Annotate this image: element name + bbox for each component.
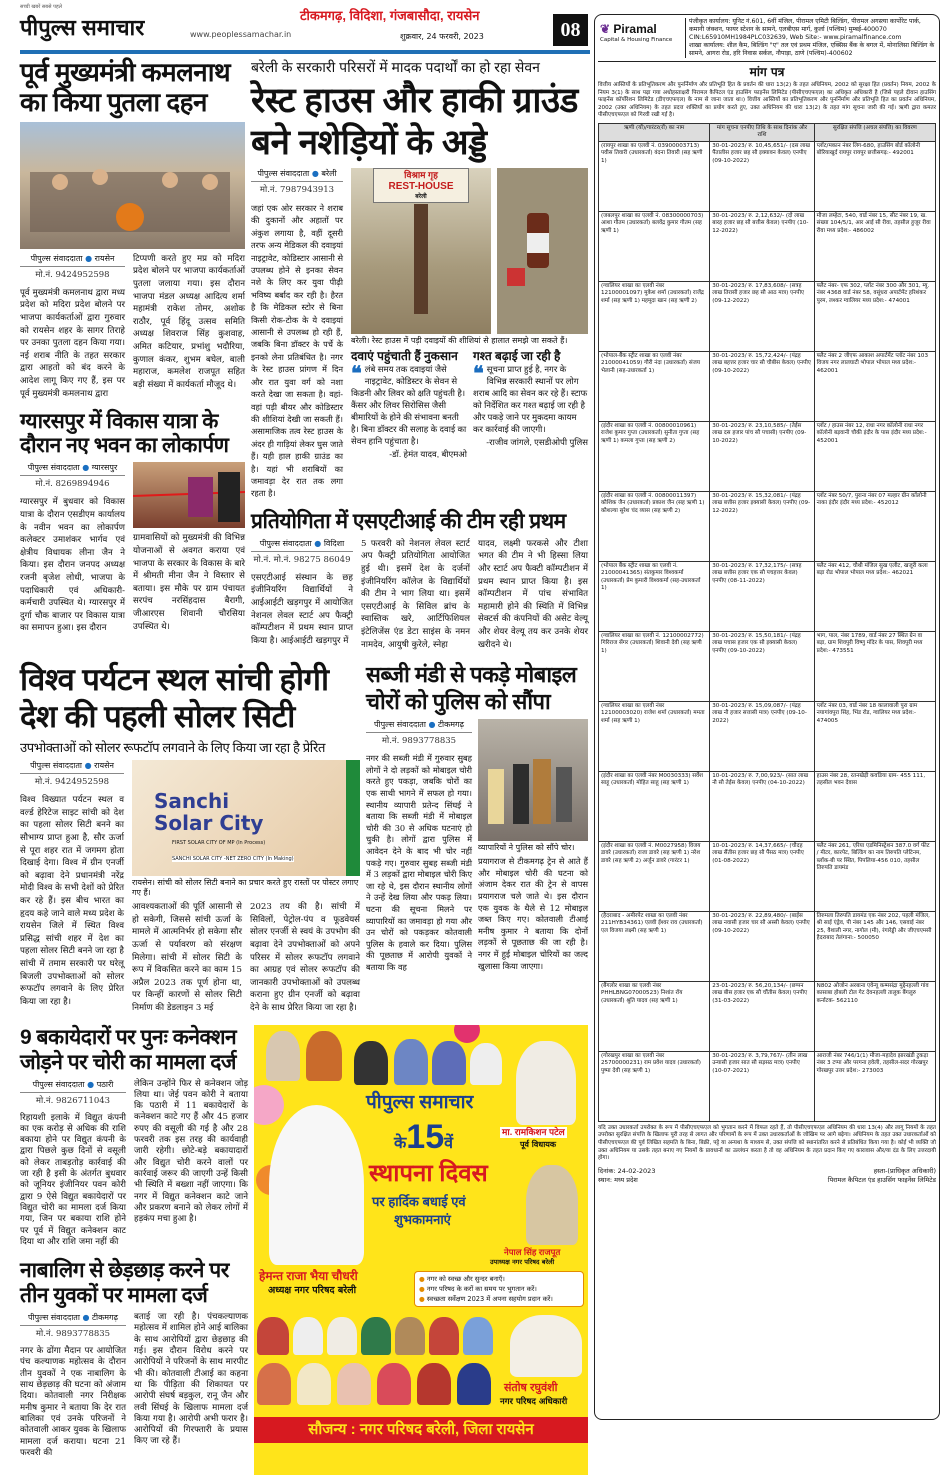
table-cell: 30-01-2023/ रु. 15,09,087/- (पंद्रह लाख नौ हजार सत्तासी मात्र) एनपीए (09-10-2022) <box>710 701 814 771</box>
notice-header <box>598 18 936 62</box>
table-cell: 30-01-2023/ रु. 15,72,424/- (पंद्रह लाख बहत्तर हजार चार सौ चौबीस केवल) एनपीए (09-10-2022) <box>710 351 814 421</box>
reporter-mobile: मो.नं. 9893778835 <box>381 736 457 747</box>
table-cell: (ग्वालियर शाखा का एलवी नंबर 12100003020) राजेश शर्मा (उधारकर्ता) ममता शर्मा (सह ऋणी 1) <box>599 701 710 771</box>
photo-mobile-thieves <box>478 719 588 841</box>
article-body: टिप्पणी करते हुए मप्र को मदिरा प्रदेश बोलने पर भाजपा कार्यकर्ताओं पुतला जलाया गया। इस दौरान भाजपा मंडल अध्यक्ष आदित्य शर्मा महामंत्री राकेश तोमर, अशोक राठौर, पूर्व हिंदू उत्सव समिति अध्यक्ष शिवराज सिंह कुशवाह, अमित कटियार, प्रभांशु भदौरिया, कुणाल कंकर, शुभम बघेल, बाली महाराज, कमलेश राजपूत सहित बड़ी संख्या में कार्यकर्ता मौजूद थे। <box>133 253 245 390</box>
ad-footer-courtesy: सौजन्य : नगर परिषद बरेली, जिला रायसेन <box>254 1417 588 1443</box>
ad-wishes: शुभकामनाएं <box>394 1211 451 1227</box>
notice-place: स्थान: मध्य प्रदेश <box>598 1175 638 1184</box>
ad-person-name: हेमन्त राजा भैया चौधरी <box>259 1268 358 1283</box>
table-cell: हाउस नंबर 28, रतनखेड़ी कवडिया ग्राम- 455 111, तहसील भवन देवास <box>814 771 935 841</box>
article-sati <box>251 510 588 651</box>
ad-person-title: उपाध्यक्ष नगर परिषद बरेली <box>490 1257 555 1266</box>
photo-ribbon-cutting <box>133 462 245 528</box>
table-row <box>599 281 936 351</box>
article-body: रिहायशी इलाके में विद्युत कंपनी का एक करोड़ से अधिक की राशि बकाया होने पर विद्युत कंपनी के द्वारा पिछले कुछ दिनों से वसूली को लेकर ताबड़तोड़ कार्रवाई की जा रही है इसी के अंतर्गत बुधवार को जूनियर इंजीनियर पवन कोरी द्वारा 9 ऐसे विद्युत बकायेदारों पर विद्युत चोरी का मामला दर्ज किया गया, जिन पर बकाया राशि होने पर पूर्व में विद्युत कनेक्शन काट दिया था और राशि जमा नहीं की <box>20 1112 126 1247</box>
table-row <box>599 981 936 1051</box>
table-row <box>599 1051 936 1121</box>
headline-kamalnath: पूर्व मुख्यमंत्री कमलनाथ का किया पुतला दहन <box>20 57 231 117</box>
table-cell: (इंदौर शाखा का एलवी नं. M0027958) विजय डावरे (उधारकर्ता) राजा डावरे (सह ऋणी 1) नरेश डावरे (सह ऋणी 2) अर्जुन डावरे (गारंटर 1) <box>599 841 710 911</box>
table-cell: (बैंगलोर शाखा का एलवी नंबर PHHLBNG07000523) निशांत रॉय (उधारकर्ता) श्रुति यादव (सह ऋणी 1) <box>599 981 710 1051</box>
cin-website: CIN:L65910MH1984PLC032639, Web Site:- www.piramalfinance.com <box>689 34 902 41</box>
article-body: 2023 तय की है। सांची में सिविलों, पेट्रोल-पंप व फूडवेयर्स सोलर एनर्जी से स्वयं के उपभोग की बढ़ावा देने उपभोक्ताओं को अपने परिसर में सोलर रूफटॉप लगवाने का आग्रह एवं सोलर रूफटॉप की जानकारी उपभोक्ताओं को उपलब्ध कराना हुए ग्रीन एनर्जी को बढ़ावा देने के साथ प्रेरित किया जा रहा है। <box>250 902 360 1013</box>
sign-text: REST-HOUSE <box>388 181 454 192</box>
table-cell: 30-01-2023/ रु. 15,50,181/- (पंद्रह लाख पचास हजार एक सौ इक्यासी केवल) एनपीए (09-10-2022) <box>710 631 814 701</box>
headline-gyaraspur: ग्यारसपुर में विकास यात्रा के दौरान नए भवन का लोकार्पण <box>20 410 229 458</box>
article-body: एसएटीआई संस्थान के छह इंजीनियरिंग विद्यार्थियों ने आईआईटी खड़गपुर में आयोजित नेशनल लेवल स्टार्ट अप फैक्ट्री कॉम्पटीशन में प्रथम स्थान प्राप्त किया है। आईआईटी खड़गपुर में <box>251 572 353 646</box>
byline: पीपुल्स संवाददाता ● टीकमगढ़ <box>366 719 472 733</box>
quote-box-doctor <box>351 349 467 460</box>
article-body: 5 फरवरी को नेशनल लेवल स्टार्ट अप फैक्ट्री प्रतियोगिता आयोजित हुई थी। इसमें देश के दर्जनों इंजीनियरिंग कॉलेज के विद्यार्थियों की टीम ने भाग लिया था। इसमें एसएटीआई के सिविल ब्रांच के स्वास्तिक खरे, आर्टिफिशियल इंटेलिजेंस एंड डेटा साइंस के नमन नामदेव, आयुषी कुरेले, स्नेहा <box>361 538 470 650</box>
table-row <box>599 211 936 281</box>
branch-office: शाखा कार्यालय: शील कैम, बिल्डिंग "ए" तल एवं प्रथम मंजिल, एक्सिस बैंक के बगल में, मोनालिसा बिल्डिंग के सामने, आगरा रोड, हरि निवास सर्कल, नौपाड़ा, ठाणे (पश्चिम)-400602 <box>689 42 935 57</box>
headline-bakaya: 9 बकायेदारों पर पुनः कनेक्शन जोड़ने पर चोरी का मामला दर्ज <box>20 1025 237 1074</box>
quote-text: सूचना प्राप्त हुई है, नगर के विभिन्न सरकारी स्थानों पर लोग शराब आदि का सेवन कर रहे हैं। स्टाफ को निर्देशित कर गश्त बढ़ाई जा रही है और पकड़े जाने पर मुकदमा कायम कर कार्रवाई की जाएगी। <box>473 364 588 434</box>
piramal-logo <box>598 18 686 58</box>
table-cell: 30-01-2023/ रु. 3,79,767/- (तीन लाख उन्यासी हजार सात सौ सड़सठ मात्र) एनपीए (10-07-2021) <box>710 1051 814 1121</box>
issue-date: शुक्रवार, 24 फरवरी, 2023 <box>400 32 484 41</box>
quote-title: गश्त बढ़ाई जा रही है <box>473 349 561 363</box>
table-cell: 30-01-2023/ रु. 17,32,175/- (सत्रह लाख बत्तीस हजार एक सौ पचहत्तर केवल) एनपीए (08-11-2022) <box>710 561 814 631</box>
table-cell: भाग, पाल, नंबर 1789, वार्ड नंबर 27 स्थित ग्रेन वा बड़ा, ग्राम शिवपुरी विष्णु मंदिर के पास, शिवपुरी मध्य प्रदेश:- 473551 <box>814 631 935 701</box>
headline-resthouse: रेस्ट हाउस और हाकी ग्राउंड बने नशेड़ियों के अड्डे <box>251 81 578 162</box>
table-cell: 30-01-2023/ रु. 22,89,480/- (बाईस लाख नवासी हजार चार सौ अस्सी केवल) एनपीए (09-10-2022) <box>710 911 814 981</box>
byline: पीपुल्स संवाददाता ● टीकमगढ़ <box>20 1312 126 1326</box>
reporter-mobile: मो.नं. मो.नं. 98275 86049 <box>253 554 351 565</box>
news-area <box>20 58 588 1475</box>
quote-mark-icon: ❝ <box>473 363 484 385</box>
article-body: प्रयागराज से टीकमगढ़ ट्रेन से आते हैं और मोबाइल चोरी की घटना को अंजाम देकर रात की ट्रेन से वापस प्रयागराज चले जाते थे। इस दौरान एक युवक के थैले से 12 मोबाइल जब्त किए गए। कोतवाली टीआई मनीष कुमार ने बताया कि दोनों लड़कों से पूछताछ की जा रही है। नगर में हुई मोबाइल चोरियों का जल्द खुलासा किया जाएगा। <box>478 856 588 971</box>
notice-company: पिरामल कैपिटल एंड हाउसिंग फाइनेंस लिमिटेड <box>827 1175 936 1184</box>
table-cell: 30-01-2023/ रु. 15,32,081/- (पंद्रह लाख बत्तीस हजार इक्यासी केवल) एनपीए (09-12-2022) <box>710 491 814 561</box>
quote-box-police <box>473 349 588 460</box>
table-cell: 10-01-2023/ रु. 7,00,923/- (सात लाख नौ सौ तेईस केवल) एनपीए (04-10-2022) <box>710 771 814 841</box>
table-cell: तिरुमला तिरुपति डायमंड एक नंबर 202, पहली मंजिल, श्री साई एंड्रेव, पी नंबर 145 और 146, एसवाई नंबर 25, वैशाली नगर, नागोल (मी), रंगारेड्डी और जीएचएमसी हैदराबाद तेलंगाना:- 500050 <box>814 911 935 981</box>
registered-office: पंजीकृत कार्यालय: यूनिट नं.601, 6वीं मंजिल, पीरामल एमिटी बिल्डिंग, पीरामल अगस्त्या कार्पोरेट पार्क, कमानी जंक्शन, फायर स्टेशन के सामने, एलबीएस मार्ग, कुर्ला (पश्चिम) मुम्बई-400070 <box>689 18 921 33</box>
reporter-mobile: मो.नं. 9424952598 <box>35 269 110 280</box>
piramal-leaf-icon: ❦ <box>600 22 611 36</box>
article-body: यादव, लक्ष्मी फरकसे और टीशा भगत की टीम ने भी हिस्सा लिया और स्टार्ट अप फैक्टी कॉम्पटीशन में प्रथम स्थान प्राप्त किया है। इस कॉम्पटीशन में पांच संभावित महामारी होने की स्थिति में विभिन्न सेक्टर्स की कंपनियों की असेट वेल्यू और शेयर वेल्यू तय कर उनके शेयर खरीदने थे। <box>478 538 588 650</box>
article-gyaraspur <box>20 410 245 635</box>
photo-caption: बरेली। रेस्ट हाउस में पड़ी दवाइयों की शीशियां से हालात समझे जा सकते हैं। <box>351 336 568 345</box>
article-body: पूर्व मुख्यमंत्री कमलनाथ द्वारा मध्य प्रदेश को मदिरा प्रदेश बोलने पर भाजपा कार्यकर्ताओं द्वारा गुरुवार को रायसेन शहर के सागर तिराहे पर उनका पुतला दहन किया गया। नई शराब नीति के तहत सरकार द्वारा आहतो को बंद करने के आदेश लागू किए गए हैं, इस पर पूर्व मुख्यमंत्री कमलनाथ द्वारा <box>20 287 125 399</box>
reporter-mobile: मो.नं. 9893778835 <box>35 1329 111 1340</box>
table-cell: (इंदौर शाखा का एलवी नं. 00800011397) कौशिक जैन (उधारकर्ता) प्रकाश जैन (सह ऋणी 1) कौशल्या सुरेश चंद व्यास (सह ऋणी 2) <box>599 491 710 561</box>
band-middle <box>20 661 588 1014</box>
ad-person-name: मा. रामकिशन पटेल <box>502 1126 565 1137</box>
table-cell: फ्लैट नंबर 412, चौथी मंजिल सुख एलीट, खजूरी कला बड़ा रोड भोपाल भोपाल मध्य प्रदेश:- 462021 <box>814 561 935 631</box>
article-body: आवश्यकताओं की पूर्ति आसानी से हो सकेगी, जिससे सांची ऊर्जा के मामले में आत्मनिर्भर हो सकेगा सौर ऊर्जा से पर्यावरण को संरक्षण मिलेगा। सांची में सोलर सिटी के रूप में विकसित करने का काम 15 अप्रैल 2023 तक पूर्ण होना था, पर किन्हीं कारणों से सोलर सिटी निर्माण की डेडलाइन 3 मई <box>132 902 242 1013</box>
ad-person-title: पूर्व विधायक <box>520 1139 557 1149</box>
ad-person-title: अध्यक्ष नगर परिषद बरेली <box>268 1284 357 1296</box>
reporter-mobile: मो.नं. 9424952598 <box>34 777 110 788</box>
photo-caption: रायसेन। सांची को सोलर सिटी बनाने का प्रचार करते हुए रास्तों पर पोस्टर लगाए गए हैं। <box>132 878 359 898</box>
ad-bullet: ● नगर को स्वच्छ और सुन्दर बनाएँ। <box>419 1274 505 1283</box>
advertisement-foundation-day[interactable] <box>254 1025 588 1475</box>
table-cell: प्लॉट नंबर 03, वार्ड नंबर 18 कालावाली पुरा ग्राम नयागांवपुरा सिंह, भिंड रोड, ग्वालियर मध्य प्रदेश:- 474005 <box>814 701 935 771</box>
reporter-mobile: मो.नं. 8269894946 <box>35 479 110 490</box>
article-sanchi <box>20 661 360 1014</box>
notice-intro: वित्तीय आस्तियों के प्रतिभूतिकरण और पुनर्निर्माण और प्रतिभूति हित के प्रवर्तन की धारा 13(2) के तहत अधिनियम, 2002 को सुरक्षा हित (प्रवर्तन) नियम, 2002 के नियम 3(1) के साथ पढ़ा गया अधोहस्ताक्षरी पिरामल कैपिटल एंड हाउसिंग फाइनेंस लिमिटेड (पीसीएचएफएल) का अधिकृत अधिकारी है (जिसे पहले दीवान हाउसिंग फाइनेंस कॉर्पोरेशन लिमिटेड (डीएचएफएल) के नाम से जाना जाता था।) वित्तीय आस्तियों का प्रतिभूतिकरण और पुनर्निर्माण और प्रतिभूति हित का प्रवर्तन अधिनियम, 2002 (उक्त अधिनियम) के तहत प्रदत्त शक्तियों का प्रयोग करते हुए, उक्त अधिनियम की धारा 13(2) के तहत मांग सूचना जारी की गई। ऋणी द्वारा कमतर पीसीएचएफएल को गिरवी रखी गई है। <box>598 82 936 119</box>
headline-mandi: सब्जी मंडी से पकड़े मोबाइल चोरों को पुलिस को सौंपा <box>366 662 577 715</box>
piramal-brand-sub: Capital & Housing Finance <box>600 37 673 43</box>
column-header: मांग सूचना एनपीए तिथि के साथ दिनांक और राशि <box>710 123 814 141</box>
byline: पीपुल्स संवाददाता ● पठारी <box>20 1079 126 1093</box>
table-row <box>599 491 936 561</box>
article-resthouse <box>251 58 588 500</box>
quote-title: दवाएं पहुंचाती हैं नुकसान <box>351 349 458 363</box>
photo-rest-house-sign <box>351 168 491 334</box>
sign-text: विश्राम गृह <box>404 170 438 180</box>
table-cell: 30-01-2023/ रु. 2,12,632/- (दो लाख बारह हजार छह सौ बत्तीस केवल) एनपीए (10-12-2022) <box>710 211 814 281</box>
kicker-resthouse: बरेली के सरकारी परिसरों में मादक पदार्थों का हो रहा सेवन <box>251 59 540 75</box>
table-cell: (ग्वालियर शाखा का एलवी नंबर 12100001097) मुकेश शर्मा (उधारकर्ता) राजेंद्र शर्मा (सह ऋणी 1) महमूदा खान (सह ऋणी 2) <box>599 281 710 351</box>
page-number: 08 <box>553 14 588 46</box>
banner-text: SANCHI SOLAR CITY -NET ZERO CITY (In Making) <box>172 856 294 863</box>
table-row <box>599 561 936 631</box>
headline-sanchi: विश्व पर्यटन स्थल सांची होगी देश की पहली सोलर सिटी <box>20 662 329 735</box>
banner-title: Sanchi <box>154 789 230 814</box>
sign-text: बरेली <box>415 194 427 200</box>
table-cell: प्लॉट नंबर 50/7, पुराना नंबर 07 मल्हार ग्रीन कॉलोनी नाका इंदौर इंदौर मध्य प्रदेश:- 452012 <box>814 491 935 561</box>
table-cell: फ्लैट नंबर 261, एरिया एडमिनिस्ट्रेशन 387.0 वर्ग फीट / मीटर, कारपेट, बिल्डिंग का नाम तिरुपति प्लेटिनम, ब्लॉक-बी पर स्थित, पिपलिया-456 010, तहसील तिरुपति डायमंड <box>814 841 935 911</box>
table-row <box>599 701 936 771</box>
article-body: बताई जा रही है। पंचकल्याणक महोत्सव में शामिल होने आई बालिका के साथ आरोपियों द्वारा छेड़छाड़ की गई। इस दौरान विरोध करने पर आरोपियों ने परिजनों के साथ मारपीट भी की। कोतवाली टीआई का कहना था कि पीड़िता की शिकायत पर आरोपी संघर्ष बड़कुल, रानू जैन और लवी सिंघई के खिलाफ मामला दर्ज किया गया है। आरोपी अभी फरार है। आरोपियों की गिरफ्तारी के प्रयास किए जा रहे हैं। <box>134 1312 248 1447</box>
table-cell: (भोपाल-बैंक स्ट्रीट शाखा का एलवी नंबर 21000041059) गौरी नंदा (उधारकर्ता) संजय भेलानी (सह-उधारकर्ता 1) <box>599 351 710 421</box>
table-cell: प्लॉट/मकान नंबर लिग-680, हाउसिंग बोर्ड कॉलोनी बोरियाखुर्द रायपुर रायपुर छत्तीसगढ़:- 492001 <box>814 141 935 211</box>
table-cell: आराजी नंबर 746/1(1) मौजा-महादेव झारखंडी टुकड़ा नंबर 3 टप्पा और परगना हवेली, तहसील-सदर गोरखपुर गोरखपुर उत्तर प्रदेश:- 273003 <box>814 1051 935 1121</box>
edition-regions: टीकमगढ़, विदिशा, गंजबासौदा, रायसेन <box>300 8 480 23</box>
ad-person-name: नेपाल सिंह राजपूत <box>504 1246 561 1257</box>
article-body: नगर की सब्जी मंडी में गुरुवार सुबह लोगों ने दो लड़कों को मोबाइल चोरी करते हुए पकड़ा, जबकि चोरों का एक साथी भागने में सफल हो गया। स्थानीय व्यापारी प्रतेन्द सिंघई ने बताया कि सब्जी मंडी में मोबाइल चोरी की 30 से अधिक घटनाएं हो चुकी है। लोगों द्वारा पुलिस में आवेदन देने के बाद भी चोर नहीं पकड़े गए। गुरुवार सुबह सब्जी मंडी में 3 लड़कों द्वारा मोबाइल चोरी किए जा रहे थे, इस दौरान स्थानीय लोगों ने उन्हें देख लिया और पकड़ लिया। घटना की सूचना मिलने पर व्यापारियों का जमावड़ा हो गया और उन चोरों को पकड़कर कोतवाली पुलिस के हवाले कर दिया। पुलिस की पूछताछ में आरोपी युवकों ने बताया कि वह <box>366 753 472 972</box>
band-bottom <box>20 1025 588 1475</box>
website-link[interactable]: www.peoplessamachar.in <box>190 30 292 39</box>
table-row <box>599 841 936 911</box>
table-row <box>599 631 936 701</box>
table-row <box>599 911 936 981</box>
table-cell: (हैदराबाद - अमीरपेट शाखा का एलवी नंबर 211HYB34361) एलवी ईश्वर राव (उधारकर्ता) एल विजया लक्ष्मी (सह ऋणी 1) <box>599 911 710 981</box>
article-body: ग्यारसपुर में बुधवार को विकास यात्रा के दौरान एसडीएम कार्यालय के नवीन भवन का लोकार्पण कलेक्टर उमाशंकर भार्गव एवं क्षेत्रीय विधायक लीना जैन ने किया। इस दौरान जनपद अध्यक्ष रजनी बृजेश लोधी, भाजपा के पदाधिकारी एवं अधिकारी-कर्मचारी उपस्थित थे। ग्यारसपुर में दुर्गा चौक बाजार पर विकास यात्रा का समापन हुआ। इस दौरान <box>20 497 125 634</box>
photo-effigy-burning <box>20 122 245 249</box>
table-cell: 23-01-2023/ रु. 56,20,134/- (छप्पन लाख बीस हजार एक सौ चौंतीस केवल) एनपीए (31-03-2022) <box>710 981 814 1051</box>
article-body: नगर के ढोंगा मैदान पर आयोजित पंच कल्याणक महोत्सव के दौरान तीन युवकों ने एक नाबालिग के साथ छेड़छाड़ की घटना को अंजाम दिया। कोतवाली नगर निरीक्षक मनीष कुमार ने बताया कि देर रात बालिका एवं उनके परिजनों ने कोतवाली आकर युवक के खिलाफ मामला दर्ज कराया। घटना 21 फरवरी की <box>20 1346 126 1458</box>
notice-date: दिनांक: 24-02-2023 <box>598 1166 656 1175</box>
demand-notice-table <box>598 123 936 1122</box>
ad-bullet: ● स्वच्छता सर्वेक्षण 2023 में अपना सहयोग प्रदान करें। <box>419 1294 553 1303</box>
table-cell: मौजा लम्हेटा, 540, वार्ड नंबर 15, सीट नंबर 19, ख. संख्या 104/5/1, आर आई सी रीवा, तहसील हुजूर रीवा रीवा मध्य प्रदेश:- 486002 <box>814 211 935 281</box>
article-nabalig <box>20 1258 248 1459</box>
piramal-brand: Piramal <box>613 22 657 36</box>
ad-bullet: ● नगर परिषद के करों का समय पर भुगतान करें। <box>419 1284 537 1293</box>
notice-closing: यदि उक्त उधारकर्ता उपरोक्त के रूप में पीसीएचएफएल को भुगतान करने में विफल रहते हैं, तो पीसीएचएफएल अधिनियम की धारा 13(4) और लागू नियमों के तहत उपरोक्त सुरक्षित संपत्ति के खिलाफ पूरी तरह से लागत और परिणामों के रूप में उक्त उधारकर्ताओं के जोखिम पर आगे बढ़ेगा। अधिनियम के तहत उक्त उधारकर्ताओं को पीसीएचएफएल की पूर्व लिखित सहमति के बिना, बिक्री, पट्टे या अन्यथा के माध्यम से, उक्त संपत्ति को स्थानांतरित करने से प्रतिबंधित किया गया है। कोई भी व्यक्ति जो उक्त अधिनियम या उसके तहत बनाए गए नियमों के प्रावधानों का उल्लंघन करता है तो वह अधिनियम के तहत प्रदान किए गए कारावास और/या दंड के लिए उत्तरदायी होगा। <box>598 1124 936 1162</box>
table-cell: (गोरखपुर शाखा का एलवी नंबर 25700000231) राम प्रवेश यादव (उधारकर्ता) पुष्पा देवी (सह ऋणी 1) <box>599 1051 710 1121</box>
ad-brand: पीपुल्स समाचार <box>366 1091 474 1113</box>
table-cell: N802 ओजोन अरबाना एवेन्यू कम्मसंद्रा मुद्देनहल्ली गांव कासाबा होबली टोल गेट देवनहल्ली तालुक बैंगलुरु कर्नाटक- 562110 <box>814 981 935 1051</box>
table-row <box>599 351 936 421</box>
quote-text: लंबे समय तक दवाइयां जैसे नाइट्रावेट, कोडिस्टर के सेवन से किडनी और लिवर को क्षति पहुंचती है। कैंसर और लिवर सिरोसिस जैसी बीमारियों के होने की संभावना बनती है। बिना डॉक्टर की सलाह के दवाई का सेवन हानि पहुंचाता है। <box>351 364 467 446</box>
header-rule <box>20 50 590 54</box>
article-body: लेकिन उन्होंने फिर से कनेक्शन जोड़ लिया था। जेई पवन कोरी ने बताया कि पठारी में 11 बकायेदारों के कनेक्शन काटे गए हैं और 45 हजार रुपए की वसूली की गई है और 28 फरवरी तक इस तरह की कार्यवाही जारी रहेगी। छोटे-बड़े बकायादारों और विद्युत चोरी करने वालों पर कार्रवाई जरूर की जाएगी उन्हें किसी भी स्थिति में बख्शा नहीं जाएगा। कि नगर में विद्युत कनेक्शन काटे जाने और प्रकरण बनाने को लेकर लोगों में हड़कंप मचा हुआ है। <box>134 1078 248 1225</box>
article-body: जहां एक ओर सरकार ने शराब की दुकानों और अहातों पर अंकुश लगाया है, वहीं दूसरी तरफ अन्य मेडिकल की दवाइयां नाइट्रावेट, कोडिस्टार आसानी से उपलब्ध होने से इनका सेवन नशे के लिए कर युवा पीढ़ी भविष्य बर्बाद कर रही है। हैरत है कि मेडिकल स्टोर से बिना किसी रोक-टोक के ये दवाइयां आसानी से उपलब्ध हो रही हैं, जबकि बिना डॉक्टर के पर्चे के इनको लेना प्रतिबंधित है। नगर के रेस्ट हाउस प्रांगण में दिन और रात युवा वर्ग को नशा करते देखा जा सकता है। वहां-वहां पड़ी बीयर और कोडिस्टार की शीशियां देखी जा सकती हैं। असामाजिक तत्व रेस्ट हाउस के अंदर ही गाड़ियां लेकर घुस जाते हैं। यही हाल हाकी ग्राउंड का है। यहां भी शराबियों का जमावड़ा देर रात तक लगा रहता है। <box>251 203 343 499</box>
byline: पीपुल्स संवाददाता ● ग्यारसपुर <box>20 462 125 476</box>
table-cell: फ्लैट नंबर 2 जीएफ आकाश अपार्टमेंट प्लॉट नंबर 103 विजय नगर लालघाटी भोपाल भोपाल मध्य प्रदेश:- 462001 <box>814 351 935 421</box>
column-header: सुरक्षित संपत्ति (अचल संपत्ति) का विवरण <box>814 123 935 141</box>
photo-caption: व्यापारियों ने पुलिस को सौंपे चोर। <box>478 843 575 853</box>
notice-title: मांग पत्र <box>749 65 785 79</box>
table-row <box>599 771 936 841</box>
band-top <box>20 58 588 651</box>
quote-mark-icon: ❝ <box>351 363 362 385</box>
table-row <box>599 141 936 211</box>
ad-wishes: पर हार्दिक बधाई एवं <box>372 1193 466 1209</box>
table-cell: 10-01-2023/ रु. 14,37,665/- (चौदह लाख सैंतीस हजार छह सौ पैंसठ मात्र) एनपीए (01-08-2022) <box>710 841 814 911</box>
table-cell: (जबलपुर शाखा का एलवी नं. 08300000703) आशा गौतम (उधारकर्ता) बलवेंद्र कुमार गौतम (सह ऋणी 1) <box>599 211 710 281</box>
photo-sanchi-solar-banner <box>132 760 360 876</box>
reporter-mobile: मो.नं. 7987943913 <box>259 185 335 195</box>
table-cell: (रायपुर शाखा का एलवी नं. 03900003713) पवीस तिवारी (उधारकर्ता) वंदना तिवारी (सह ऋणी 1) <box>599 141 710 211</box>
reporter-mobile: मो.नं. 9826711043 <box>35 1095 111 1106</box>
byline: पीपुल्स संवाददाता ● विदिशा <box>251 538 353 552</box>
ad-bullet-list <box>414 1271 584 1307</box>
banner-text: FIRST SOLAR CITY OF MP (In Process) <box>172 840 266 847</box>
ad-anniversary: के15वें <box>394 1117 454 1156</box>
article-bakaya <box>20 1025 248 1249</box>
masthead-logo[interactable] <box>20 14 144 42</box>
ad-person-name: संतोष रघुवंशी <box>504 1381 558 1394</box>
ad-sthapna-diwas: स्थापना दिवस <box>369 1159 488 1187</box>
table-cell: (इंदौर शाखा का एलवी नंबर M0030333) सर्वेश साहू (उधारकर्ता) मोहित साहू (सह ऋणी 1) <box>599 771 710 841</box>
byline: पीपुल्स संवाददाता ● रायसेन <box>20 253 125 267</box>
subheadline-sanchi: उपभोक्ताओं को सोलर रूफटॉप लगवाने के लिए किया जा रहा है प्रेरित <box>20 740 325 756</box>
table-cell: (ग्वालियर शाखा का एलवी नं. 12100002772) गिरिराज सेंगर (उधारकर्ता) शिवानी देवी (सह ऋणी 1) <box>599 631 710 701</box>
article-mandi <box>366 661 588 973</box>
byline: पीपुल्स संवाददाता ● रायसेन <box>20 760 124 774</box>
table-cell: 30-01-2023/ रु. 23,10,585/- (तेईस लाख दस हजार पांच सौ पचासी) एनपीए (09-10-2022) <box>710 421 814 491</box>
headline-nabalig: नाबालिग से छेड़छाड़ करने पर तीन युवकों पर मामला दर्ज <box>20 1259 229 1308</box>
table-cell: प्लॉट / हाउस नंबर 12, राधा नगर कॉलोनी राधा नगर कॉलोनी बड़वानी चौकी इंदौर के पास इंदौर मध्य प्रदेश:- 452001 <box>814 421 935 491</box>
table-cell: (भोपाल बैंक स्ट्रीट शाखा का एलवी नं. 21000041365) संतकुमार विश्वकर्मा (उधारकर्ता) प्रेम कुमारी विश्वकर्मा (सह-उधारकर्ता 1) <box>599 561 710 631</box>
masthead-tagline: सच्ची खबरें सबसे पहले <box>20 4 62 10</box>
legal-notice-piramal <box>594 14 940 1420</box>
table-cell: 30-01-2023/ रु. 10,45,651/- (दस लाख पैंतालीस हजार छह सौ इक्यावन केवल) एनपीए (09-10-2022) <box>710 141 814 211</box>
article-body: विश्व विख्यात पर्यटन स्थल व वर्ल्ड हेरिटेज साइट सांची को देश का पहला सोलर सिटी बनने का सौभाग्य प्राप्त हुआ है, सौर ऊर्जा से पूरा शहर रात में जगमग होता दिखाई देगा। विश्व में ग्रीन एनर्जी को बढ़ावा देने प्रधानमंत्री नरेंद्र मोदी विश्व के सभी देशों को प्रेरित कर रहे हैं। इस बीच भारत का हृदय कहे जाने वाले मध्य प्रदेश के रायसेन जिले में स्थित विश्व प्रसिद्ध सांची शहर में देश का पहला सोलर सिटी बनने जा रहा है सांची में तमाम सरकारी पर घरेलू बिजली उपभोक्ताओं को सोलर रूफटॉप लगवाने के लिए प्रेरित किया जा रहा है। <box>20 795 124 1007</box>
byline: पीपुल्स संवाददाता ● बरेली <box>251 168 343 182</box>
quote-author: -राजीव जांगले, एसडीओपी पुलिस <box>486 437 588 447</box>
ad-person-title: नगर परिषद अधिकारी <box>500 1396 568 1407</box>
banner-title: Solar City <box>154 811 264 836</box>
article-kamalnath <box>20 58 245 400</box>
headline-sati: प्रतियोगिता में एसएटीआई की टीम रही प्रथम <box>251 509 566 533</box>
quote-author: -डॉ. हेमंत यादव, बीएमओ <box>389 449 467 459</box>
photo-medicine-bottle <box>497 168 588 334</box>
article-body: ग्रामवासियों को मुख्यमंत्री की विभिन्न योजनाओं से अवगत कराया एवं भाजपा के सरकार के विकास के बारे में श्रीमती मीना जैन ने विस्तार से बताया। इस मौके पर ग्राम पंचायत सरपंच नरसिंहदास बैरागी, जीआरएस शिवानी चौरसिया उपस्थित थे। <box>133 533 245 632</box>
logo-text: पीपुल्स समाचार <box>20 15 145 40</box>
column-header: ऋणी (यों)/गारंटर(रों) का नाम <box>599 123 710 141</box>
table-cell: फ्लैट नंबर- एफ 302, प्लॉट नंबर 300 और 301, म्यु. नंबर 4368 वार्ड नंबर 58, वसुंधरा अपार्टमेंट हरिशंकर पुरम, लश्कर ग्वालियर मध्य प्रदेश:- 474001 <box>814 281 935 351</box>
table-cell: (इंदौर शाखा का एलवी नं. 00800010961) राजेश कुमार गुप्ता (उधारकर्ता) सुनीता गुप्ता (सह ऋणी 1) कमला गुप्ता (सह ऋणी 2) <box>599 421 710 491</box>
notice-signatory: हस्ता-(प्राधिकृत अधिकारी) <box>873 1166 936 1175</box>
table-cell: 30-01-2023/ रु. 17,83,608/- (सत्रह लाख तिरासी हजार छह सौ आठ मात्र) एनपीए (09-12-2022) <box>710 281 814 351</box>
table-row <box>599 421 936 491</box>
